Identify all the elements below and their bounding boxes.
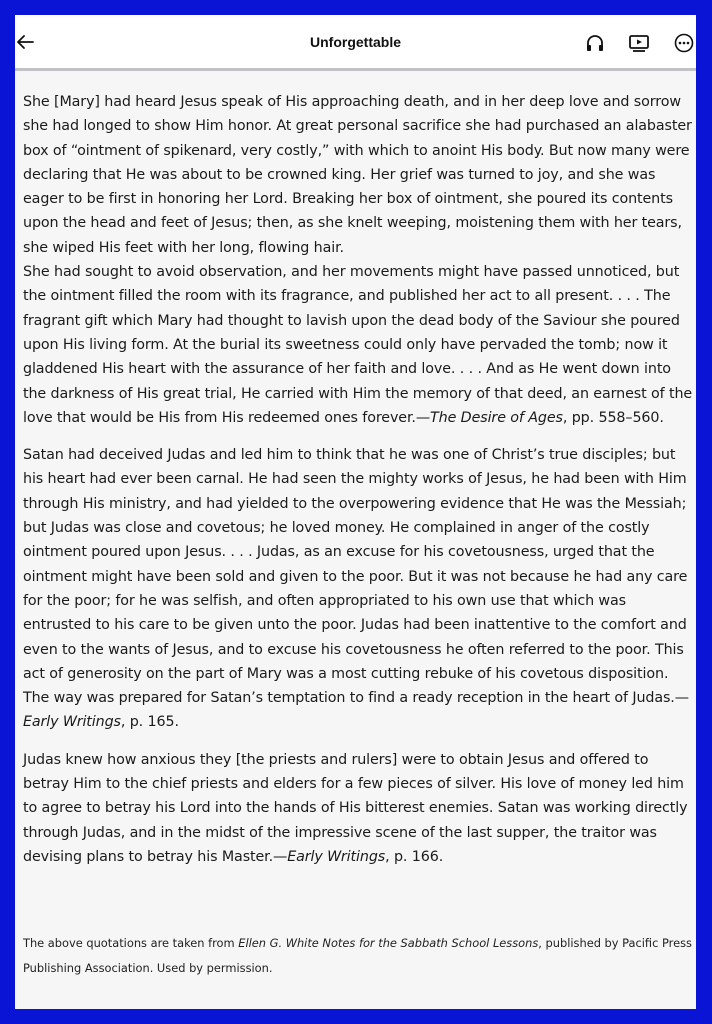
source-reference: , p. 166.: [385, 848, 444, 865]
more-options-icon[interactable]: [673, 32, 695, 54]
footnote-suffix: , published by Pacific Press Publishing Association. Used by permission.: [23, 936, 692, 975]
attribution-footnote: [23, 931, 693, 981]
paragraph-judas-deceived: [23, 443, 693, 735]
source-title: Early Writings: [287, 848, 386, 865]
paragraph-judas-betrays: [23, 748, 693, 869]
top-bar: [15, 15, 696, 71]
footnote-book-title: Ellen G. White Notes for the Sabbath School Lessons: [238, 936, 539, 950]
play-video-icon[interactable]: [628, 32, 650, 54]
page-title: Unforgettable: [310, 34, 401, 50]
paragraph-mary-anoints: She [Mary] had heard Jesus speak of His approaching death, and in her deep love and sorrow she had longed to show Him honor. At great personal sacrifice she had purchased an alabaster box of “ointment of spikenard, very costly,” with which to anoint His body. But now many were declaring that He was about to be crowned king. Her grief was turned to joy, and she was eager to be first in honoring her Lord. Breaking her box of ointment, she poured its contents upon the head and feet of Jesus; then, as she knelt weeping, moistening them with her tears, she wiped His feet with her long, flowing hair.: [23, 94, 692, 256]
paragraph-text: Judas knew how anxious they [the priests and rulers] were to obtain Jesus and offered to betray Him to the chief priests and elders for a few pieces of silver. His love of money led him to agree to betray his Lord into the hands of His bitterest enemies. Satan was working directly through Judas, and in the midst of the impressive scene of the last supper, the traitor was devising plans to betray his Master.—: [23, 751, 688, 865]
paragraph-text: Satan had deceived Judas and led him to think that he was one of Christ’s true disciples; but his heart had ever been carnal. He had seen the mighty works of Jesus, he had been with Him through His ministry, and had yielded to the overpowering evidence that He was the Messiah; but Judas was close and covetous; he loved money. He complained in anger of the costly ointment poured upon Jesus. . . . Judas, as an excuse for his covetousness, urged that the ointment might have been sold and given to the poor. But it was not because he had any care for the poor; for he was selfish, and often appropriated to his own use that which was entrusted to his care to be given unto the poor. Judas had been inattentive to the comfort and even to the wants of Jesus, and to excuse his covetousness he often referred to the poor. This act of generosity on the part of Mary was a most cutting rebuke of his covetous disposition. The way was prepared for Satan’s temptation to find a ready reception in the heart of Judas.—: [23, 447, 689, 707]
lesson-text: [23, 90, 693, 869]
paragraph-text: She had sought to avoid observation, and her movements might have passed unnoticed, but the ointment filled the room with its fragrance, and published her act to all present. . . . The fragrant gift which Mary had thought to lavish upon the dead body of the Saviour she poured upon His living form. At the burial its sweetness could only have pervaded the tomb; now it gladdened His heart with the assurance of her faith and love. . . . And as He went down into the darkness of His great trial, He carried with Him the memory of that deed, an earnest of the love that would be His from His redeemed ones forever.—: [23, 264, 693, 426]
reader-screen: [15, 15, 696, 1009]
paragraph-ointment-fragrance: [23, 260, 693, 430]
source-title: Early Writings: [23, 714, 121, 731]
source-reference: , p. 165.: [120, 714, 179, 731]
footnote-prefix: The above quotations are taken from: [23, 936, 239, 950]
source-reference: , pp. 558–560.: [562, 409, 664, 426]
source-title: The Desire of Ages: [430, 409, 563, 426]
headphones-icon[interactable]: [584, 32, 606, 54]
